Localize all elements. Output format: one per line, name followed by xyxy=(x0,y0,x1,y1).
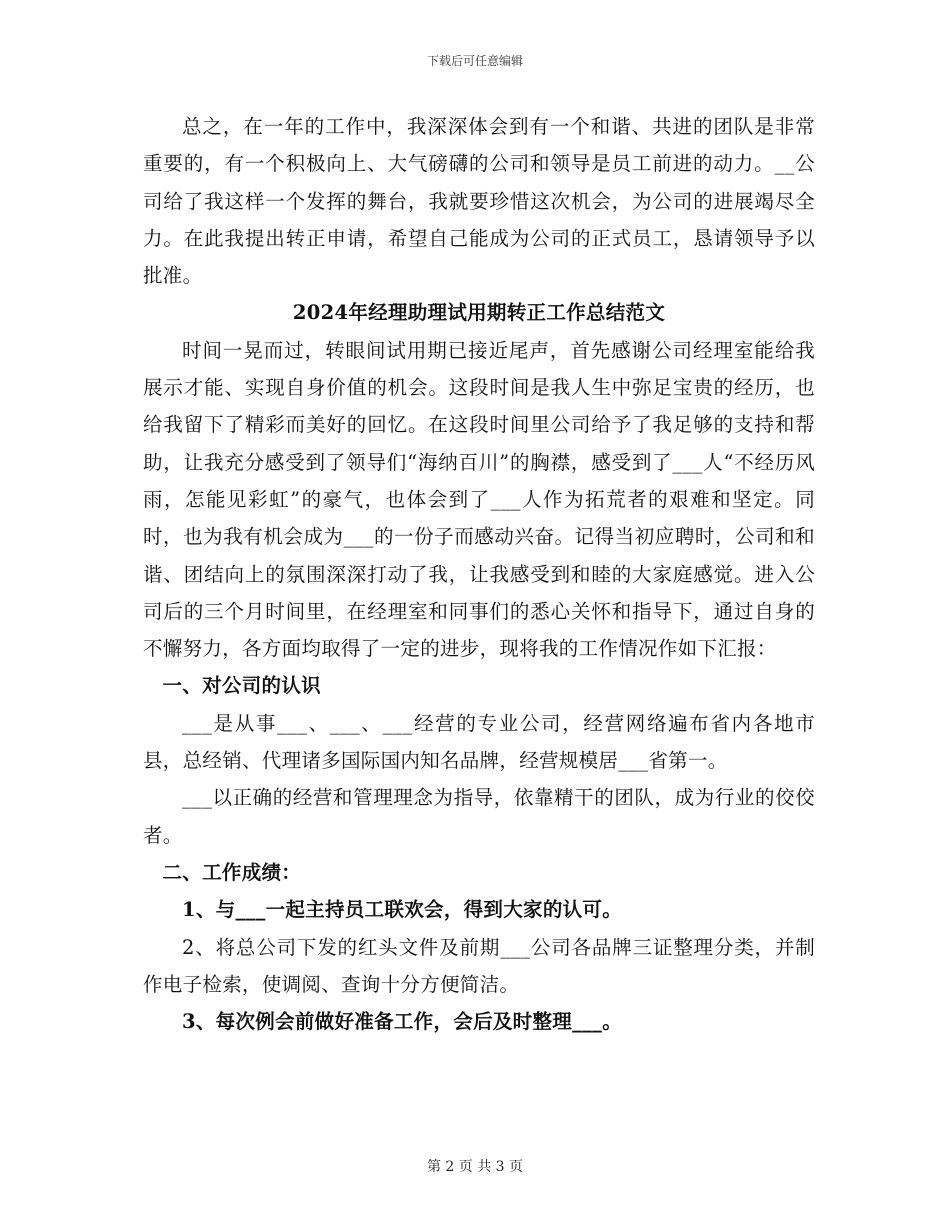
company-paragraph-2: ___以正确的经营和管理理念为指导，依靠精干的团队，成为行业的佼佼者。 xyxy=(143,786,815,847)
page-footer: 第 2 页 共 3 页 xyxy=(426,1159,524,1175)
achievement-item-3: 3、每次例会前做好准备工作，会后及时整理___。 xyxy=(182,1010,623,1034)
document-title: 2024年经理助理试用期转正工作总结范文 xyxy=(292,301,666,325)
achievement-item-2: 2、将总公司下发的红头文件及前期___公司各品牌三证整理分类，并制作电子检索，使调阅、查询十分方便简洁。 xyxy=(143,935,815,996)
section-heading-1: 一、对公司的认识 xyxy=(162,674,321,698)
intro-paragraph: 时间一晃而过，转眼间试用期已接近尾声，首先感谢公司经理室能给我展示才能、实现自身价值的机会。这段时间是我人生中弥足宝贵的经历，也给我留下了精彩而美好的回忆。在这段时间里公司给予了我足够的支持和帮助，让我充分感受到了领导们“海纳百川”的胸襟，感受到了___人“不经历风雨，怎能见彩虹”的豪气，也体会到了___人作为拓荒者的艰难和坚定。同时，也为我有机会成为___的一份子而感动兴奋。记得当初应聘时，公司和和谐、团结向上的氛围深深打动了我，让我感受到和睦的大家庭感觉。进入公司后的三个月时间里，在经理室和同事们的悉心关怀和指导下，通过自身的不懈努力，各方面均取得了一定的进步，现将我的工作情况作如下汇报： xyxy=(143,338,815,661)
section-heading-2: 二、工作成绩： xyxy=(162,860,302,884)
page-header: 下载后可任意编辑 xyxy=(426,54,523,68)
achievement-item-1: 1、与___一起主持员工联欢会，得到大家的认可。 xyxy=(182,898,623,922)
document-body xyxy=(143,108,815,1040)
closing-paragraph: 总之，在一年的工作中，我深深体会到有一个和谐、共进的团队是非常重要的，有一个积极向上、大气磅礴的公司和领导是员工前进的动力。__公司给了我这样一个发挥的舞台，我就要珍惜这次机会，为公司的进展竭尽全力。在此我提出转正申请，希望自己能成为公司的正式员工，恳请领导予以批准。 xyxy=(143,115,815,288)
company-paragraph-1: ___是从事___、___、___经营的专业公司，经营网络遍布省内各地市县，总经销、代理诸多国际国内知名品牌，经营规模居___省第一。 xyxy=(143,711,815,773)
